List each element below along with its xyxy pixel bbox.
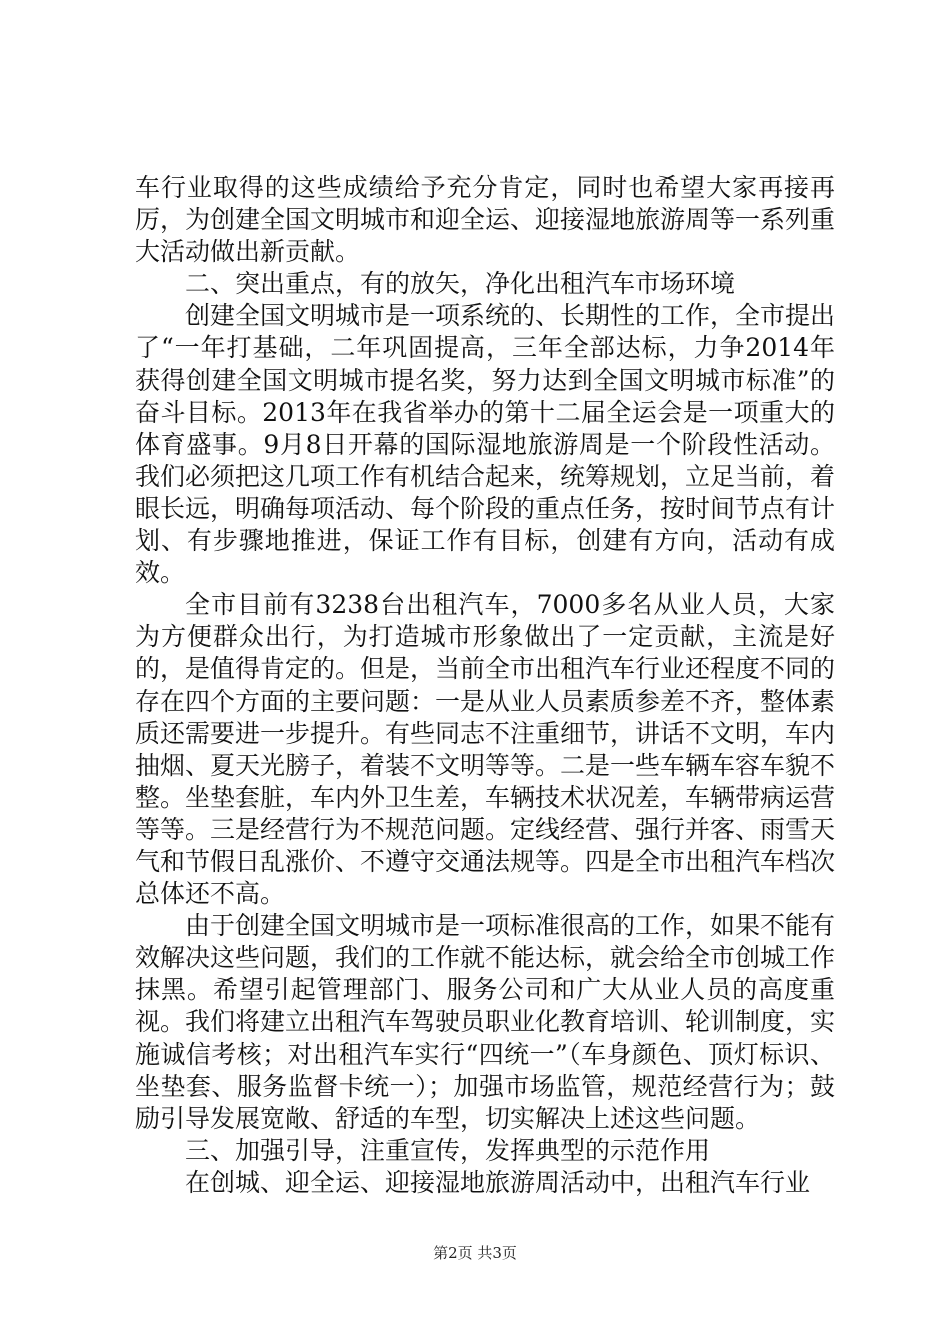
paragraph-continuation: 车行业取得的这些成绩给予充分肯定，同时也希望大家再接再厉，为创建全国文明城市和迎全运、迎接湿地旅游周等一系列重大活动做出新贡献。: [135, 173, 836, 267]
paragraph-publicity: 在创城、迎全运、迎接湿地旅游周活动中，出租汽车行业: [185, 1167, 811, 1197]
page-number-footer: 第2页 共3页: [433, 1244, 517, 1262]
document-body: [135, 172, 835, 1199]
paragraph-civilized-city-goal: 创建全国文明城市是一项系统的、长期性的工作，全市提出了“一年打基础，二年巩固提高，三年全部达标，力争2014年获得创建全国文明城市提名奖，努力达到全国文明城市标准”的奋斗目标。2013年在我省举办的第十二届全运会是一项重大的体育盛事。9月8日开幕的国际湿地旅游周是一个阶段性活动。我们必须把这几项工作有机结合起来，统筹规划，立足当前，着眼长远，明确每项活动、每个阶段的重点任务，按时间节点有计划、有步骤地推进，保证工作有目标，创建有方向，活动有成效。: [135, 301, 836, 588]
section-heading-three: 三、加强引导，注重宣传，发挥典型的示范作用: [185, 1135, 711, 1165]
paragraph-measures: 由于创建全国文明城市是一项标准很高的工作，如果不能有效解决这些问题，我们的工作就不能达标，就会给全市创城工作抹黑。希望引起管理部门、服务公司和广大从业人员的高度重视。我们将建立出租汽车驾驶员职业化教育培训、轮训制度，实施诚信考核；对出租汽车实行“四统一”（车身颜色、顶灯标识、坐垫套、服务监督卡统一）；加强市场监管，规范经营行为；鼓励引导发展宽敞、舒适的车型，切实解决上述这些问题。: [135, 911, 836, 1133]
paragraph-taxi-problems: 全市目前有3238台出租汽车，7000多名从业人员，大家为方便群众出行，为打造城市形象做出了一定贡献，主流是好的，是值得肯定的。但是，当前全市出租汽车行业还程度不同的存在四个方面的主要问题：一是从业人员素质参差不齐，整体素质还需要进一步提升。有些同志不注重细节，讲话不文明，车内抽烟、夏天光膀子，着装不文明等等。二是一些车辆车容车貌不整。坐垫套脏，车内外卫生差，车辆技术状况差，车辆带病运营等等。三是经营行为不规范问题。定线经营、强行并客、雨雪天气和节假日乱涨价、不遵守交通法规等。四是全市出租汽车档次总体还不高。: [135, 590, 836, 909]
section-heading-two: 二、突出重点，有的放矢，净化出租汽车市场环境: [185, 269, 736, 299]
